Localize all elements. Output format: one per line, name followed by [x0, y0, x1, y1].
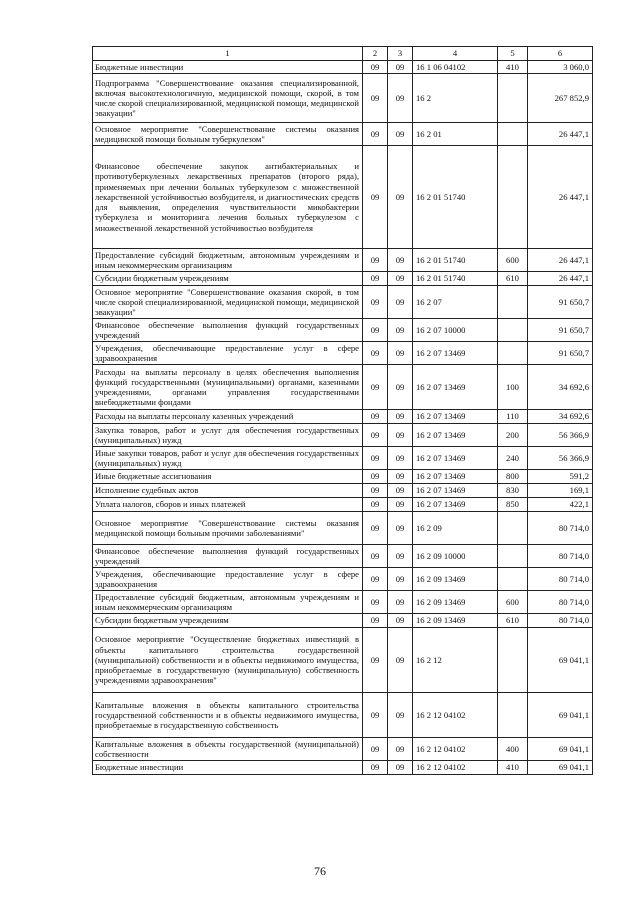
row-subsection: 09 [388, 512, 413, 545]
page-number: 76 [314, 864, 326, 878]
header-cell: 4 [413, 47, 498, 61]
row-amount: 80 714,0 [528, 568, 593, 591]
row-target-article: 16 2 01 51740 [413, 146, 498, 249]
row-description: Иные бюджетные ассигнования [93, 470, 363, 484]
table-row [93, 286, 593, 319]
row-description: Капитальные вложения в объекты капитального строительства государственной собственности и в объекты недвижимого имущества, приобретаемые в государственную собственность [93, 693, 363, 738]
row-target-article: 16 2 07 13469 [413, 484, 498, 498]
row-expense-type: 100 [498, 365, 528, 410]
row-expense-type: 200 [498, 424, 528, 447]
row-amount: 80 714,0 [528, 545, 593, 568]
row-expense-type: 600 [498, 591, 528, 614]
row-section: 09 [363, 447, 388, 470]
header-cell: 3 [388, 47, 413, 61]
row-subsection: 09 [388, 410, 413, 424]
row-expense-type [498, 146, 528, 249]
row-expense-type: 850 [498, 498, 528, 512]
row-subsection: 09 [388, 498, 413, 512]
row-amount: 91 650,7 [528, 286, 593, 319]
table-row [93, 568, 593, 591]
table-row [93, 693, 593, 738]
row-subsection: 09 [388, 319, 413, 342]
row-section: 09 [363, 498, 388, 512]
row-description: Исполнение судебных актов [93, 484, 363, 498]
row-description: Иные закупки товаров, работ и услуг для обеспечения государственных (муниципальных) нужд [93, 447, 363, 470]
row-target-article: 16 2 09 13469 [413, 591, 498, 614]
row-section: 09 [363, 286, 388, 319]
table-row [93, 738, 593, 761]
row-amount: 56 366,9 [528, 424, 593, 447]
row-subsection: 09 [388, 424, 413, 447]
table-row [93, 74, 593, 123]
table-row [93, 545, 593, 568]
table-row [93, 614, 593, 628]
row-subsection: 09 [388, 484, 413, 498]
header-cell: 2 [363, 47, 388, 61]
row-target-article: 16 2 01 [413, 123, 498, 146]
row-expense-type: 240 [498, 447, 528, 470]
row-amount: 267 852,9 [528, 74, 593, 123]
row-description: Подпрограмма "Совершенствование оказания специализированной, включая высокотехнологичную, медицинской помощи, скорой, в том числе скорой специализированной, медицинской помощи, медицинской эвакуации" [93, 74, 363, 123]
row-description: Субсидии бюджетным учреждениям [93, 272, 363, 286]
budget-table [92, 46, 593, 775]
row-section: 09 [363, 410, 388, 424]
row-amount: 26 447,1 [528, 123, 593, 146]
row-description: Уплата налогов, сборов и иных платежей [93, 498, 363, 512]
row-section: 09 [363, 484, 388, 498]
row-description: Закупка товаров, работ и услуг для обеспечения государственных (муниципальных) нужд [93, 424, 363, 447]
header-cell: 5 [498, 47, 528, 61]
table-row [93, 123, 593, 146]
table-row [93, 272, 593, 286]
row-description: Бюджетные инвестиции [93, 61, 363, 74]
row-subsection: 09 [388, 146, 413, 249]
row-expense-type: 830 [498, 484, 528, 498]
row-description: Субсидии бюджетным учреждениям [93, 614, 363, 628]
row-target-article: 16 2 07 10000 [413, 319, 498, 342]
row-amount: 69 041,1 [528, 761, 593, 775]
row-amount: 34 692,6 [528, 365, 593, 410]
row-section: 09 [363, 761, 388, 775]
table-row [93, 61, 593, 74]
row-target-article: 16 2 07 13469 [413, 342, 498, 365]
row-amount: 69 041,1 [528, 738, 593, 761]
row-subsection: 09 [388, 761, 413, 775]
row-amount: 80 714,0 [528, 614, 593, 628]
row-section: 09 [363, 568, 388, 591]
row-subsection: 09 [388, 628, 413, 693]
row-expense-type: 600 [498, 249, 528, 272]
row-expense-type [498, 628, 528, 693]
header-cell: 6 [528, 47, 593, 61]
row-target-article: 16 2 09 [413, 512, 498, 545]
table-row [93, 319, 593, 342]
row-expense-type [498, 286, 528, 319]
row-amount: 26 447,1 [528, 272, 593, 286]
row-expense-type [498, 693, 528, 738]
row-description: Расходы на выплаты персоналу казенных учреждений [93, 410, 363, 424]
row-description: Учреждения, обеспечивающие предоставление услуг в сфере здравоохранения [93, 568, 363, 591]
row-section: 09 [363, 74, 388, 123]
row-section: 09 [363, 738, 388, 761]
row-target-article: 16 1 06 04102 [413, 61, 498, 74]
row-target-article: 16 2 07 13469 [413, 424, 498, 447]
row-description: Финансовое обеспечение выполнения функций государственных учреждений [93, 545, 363, 568]
row-expense-type [498, 568, 528, 591]
row-amount: 91 650,7 [528, 342, 593, 365]
row-section: 09 [363, 591, 388, 614]
table-row [93, 498, 593, 512]
row-description: Предоставление субсидий бюджетным, автономным учреждениям и иным некоммерческим организациям [93, 591, 363, 614]
row-target-article: 16 2 12 04102 [413, 693, 498, 738]
row-target-article: 16 2 12 [413, 628, 498, 693]
header-cell: 1 [93, 47, 363, 61]
row-target-article: 16 2 07 13469 [413, 365, 498, 410]
row-target-article: 16 2 07 13469 [413, 498, 498, 512]
row-amount: 591,2 [528, 470, 593, 484]
row-expense-type: 400 [498, 738, 528, 761]
table-row [93, 447, 593, 470]
table-header-row [93, 47, 593, 61]
row-amount: 69 041,1 [528, 693, 593, 738]
row-target-article: 16 2 12 04102 [413, 761, 498, 775]
row-section: 09 [363, 249, 388, 272]
row-expense-type [498, 74, 528, 123]
row-section: 09 [363, 545, 388, 568]
row-expense-type: 110 [498, 410, 528, 424]
row-section: 09 [363, 272, 388, 286]
row-description: Основное мероприятие "Осуществление бюджетных инвестиций в объекты капитального строительства государственной (муниципальной) собственности и в объекты недвижимого имущества, приобретаемые в государственную (муниципальную) собственность учреждениями здравоохранения" [93, 628, 363, 693]
row-subsection: 09 [388, 342, 413, 365]
row-section: 09 [363, 365, 388, 410]
row-subsection: 09 [388, 123, 413, 146]
row-subsection: 09 [388, 249, 413, 272]
row-expense-type [498, 545, 528, 568]
row-subsection: 09 [388, 365, 413, 410]
row-amount: 56 366,9 [528, 447, 593, 470]
row-section: 09 [363, 319, 388, 342]
row-section: 09 [363, 512, 388, 545]
row-description: Основное мероприятие "Совершенствование системы оказания медицинской помощи больным туберкулезом" [93, 123, 363, 146]
row-expense-type [498, 342, 528, 365]
row-section: 09 [363, 342, 388, 365]
row-expense-type [498, 512, 528, 545]
row-target-article: 16 2 07 13469 [413, 470, 498, 484]
row-subsection: 09 [388, 272, 413, 286]
row-description: Учреждения, обеспечивающие предоставление услуг в сфере здравоохранения [93, 342, 363, 365]
row-subsection: 09 [388, 738, 413, 761]
table-row [93, 146, 593, 249]
row-section: 09 [363, 146, 388, 249]
row-subsection: 09 [388, 61, 413, 74]
table-row [93, 470, 593, 484]
row-amount: 169,1 [528, 484, 593, 498]
table-row [93, 591, 593, 614]
row-amount: 69 041,1 [528, 628, 593, 693]
row-section: 09 [363, 123, 388, 146]
row-section: 09 [363, 61, 388, 74]
row-subsection: 09 [388, 447, 413, 470]
row-expense-type: 410 [498, 61, 528, 74]
row-description: Основное мероприятие "Совершенствование системы оказания медицинской помощи больным прочими заболеваниями" [93, 512, 363, 545]
table-row [93, 484, 593, 498]
row-amount: 80 714,0 [528, 512, 593, 545]
row-expense-type [498, 123, 528, 146]
row-description: Финансовое обеспечение закупок антибактериальных и противотуберкулезных лекарственных препаратов (второго ряда), применяемых при лечении больных туберкулезом с множественной лекарственной устойчивостью возбудителя, и диагностических средств для выявления, определения чувствительности микобактерии туберкулеза и мониторинга лечения больных туберкулезом с множественной лекарственной устойчивостью возбудителя [93, 146, 363, 249]
row-section: 09 [363, 424, 388, 447]
row-description: Бюджетные инвестиции [93, 761, 363, 775]
table-row [93, 342, 593, 365]
row-target-article: 16 2 09 13469 [413, 614, 498, 628]
row-target-article: 16 2 07 13469 [413, 410, 498, 424]
row-amount: 34 692,6 [528, 410, 593, 424]
row-subsection: 09 [388, 568, 413, 591]
row-section: 09 [363, 628, 388, 693]
row-amount: 80 714,0 [528, 591, 593, 614]
row-expense-type: 800 [498, 470, 528, 484]
row-expense-type: 610 [498, 614, 528, 628]
row-section: 09 [363, 693, 388, 738]
row-target-article: 16 2 01 51740 [413, 249, 498, 272]
row-subsection: 09 [388, 545, 413, 568]
row-description: Предоставление субсидий бюджетным, автономным учреждениям и иным некоммерческим организациям [93, 249, 363, 272]
table-row [93, 365, 593, 410]
row-subsection: 09 [388, 591, 413, 614]
row-amount: 91 650,7 [528, 319, 593, 342]
row-target-article: 16 2 09 10000 [413, 545, 498, 568]
row-amount: 26 447,1 [528, 249, 593, 272]
row-expense-type: 410 [498, 761, 528, 775]
row-target-article: 16 2 09 13469 [413, 568, 498, 591]
table-row [93, 512, 593, 545]
table-row [93, 761, 593, 775]
row-target-article: 16 2 01 51740 [413, 272, 498, 286]
row-section: 09 [363, 614, 388, 628]
row-amount: 3 060,0 [528, 61, 593, 74]
row-description: Капитальные вложения в объекты государственной (муниципальной) собственности [93, 738, 363, 761]
row-expense-type [498, 319, 528, 342]
table-row [93, 410, 593, 424]
row-description: Расходы на выплаты персоналу в целях обеспечения выполнения функций государственными (муниципальными) органами, казенными учреждениями, органами управления государственными внебюджетными фондами [93, 365, 363, 410]
row-section: 09 [363, 470, 388, 484]
row-target-article: 16 2 07 [413, 286, 498, 319]
row-expense-type: 610 [498, 272, 528, 286]
row-subsection: 09 [388, 614, 413, 628]
row-subsection: 09 [388, 693, 413, 738]
row-amount: 422,1 [528, 498, 593, 512]
row-amount: 26 447,1 [528, 146, 593, 249]
row-subsection: 09 [388, 470, 413, 484]
row-description: Финансовое обеспечение выполнения функций государственных учреждений [93, 319, 363, 342]
row-subsection: 09 [388, 286, 413, 319]
table-row [93, 628, 593, 693]
row-subsection: 09 [388, 74, 413, 123]
row-target-article: 16 2 12 04102 [413, 738, 498, 761]
table-row [93, 249, 593, 272]
row-target-article: 16 2 [413, 74, 498, 123]
table-row [93, 424, 593, 447]
row-target-article: 16 2 07 13469 [413, 447, 498, 470]
row-description: Основное мероприятие "Совершенствование оказания скорой, в том числе скорой специализированной, медицинской помощи, медицинской эвакуации" [93, 286, 363, 319]
